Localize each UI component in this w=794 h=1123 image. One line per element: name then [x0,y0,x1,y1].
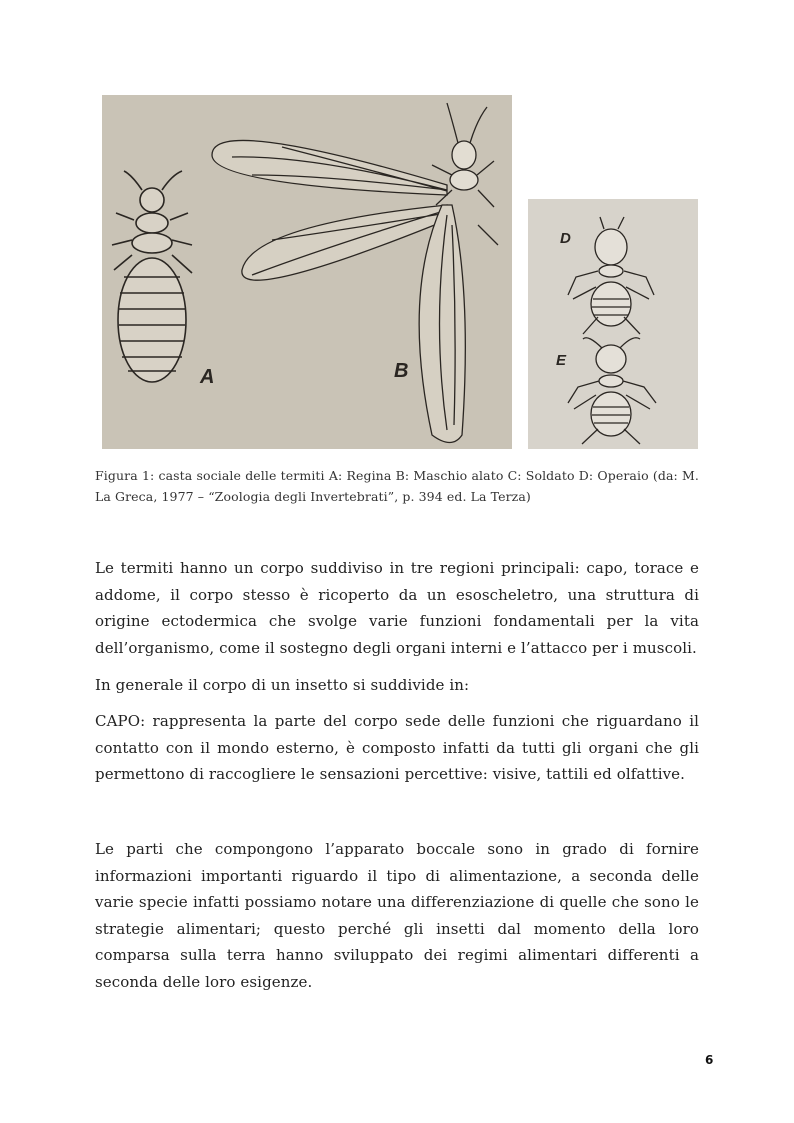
termite-castes-illustration [102,95,512,449]
termite-drawing-a-b [102,95,512,449]
label-b: B [394,360,409,382]
page-number: 6 [705,1053,714,1067]
termite-drawing-d-e [528,199,698,449]
label-d: D [560,230,571,247]
figure-caption: Figura 1: casta sociale delle termiti A: Regina B: Maschio alato C: Soldato D: Operaio (da: M. La Greca, 1977 – “Zoologia degli Invertebrati”, p. 394 ed. La Terza) [95,468,699,504]
paragraph-body-regions: Le termiti hanno un corpo suddiviso in tre regioni principali: capo, torace e addome, il corpo stesso è ricoperto da un esoscheletro, una struttura di origine ectodermica che svolge varie funzioni fondamentali per la vita dell’organismo, come il sostegno degli organi interni e l’attacco per i muscoli. [95,559,699,657]
paragraph-body-division-intro: In generale il corpo di un insetto si suddivide in: [95,676,470,694]
label-a: A [200,366,215,388]
paragraph-mouthparts: Le parti che compongono l’apparato boccale sono in grado di fornire informazioni importanti riguardo il tipo di alimentazione, a seconda delle varie specie infatti possiamo notare una differenziazione di quelle che sono le strategie alimentari; questo perché gli insetti dal momento della loro comparsa sulla terra hanno sviluppato dei regimi alimentari differenti a seconda delle loro esigenze. [95,840,699,991]
label-e: E [556,352,567,369]
soldier-worker-illustration [528,199,698,449]
paragraph-head-description: CAPO: rappresenta la parte del corpo sede delle funzioni che riguardano il contatto con il mondo esterno, è composto infatti da tutti gli organi che gli permettono di raccogliere le sensazioni percettive: visive, tattili ed olfattive. [95,712,699,783]
